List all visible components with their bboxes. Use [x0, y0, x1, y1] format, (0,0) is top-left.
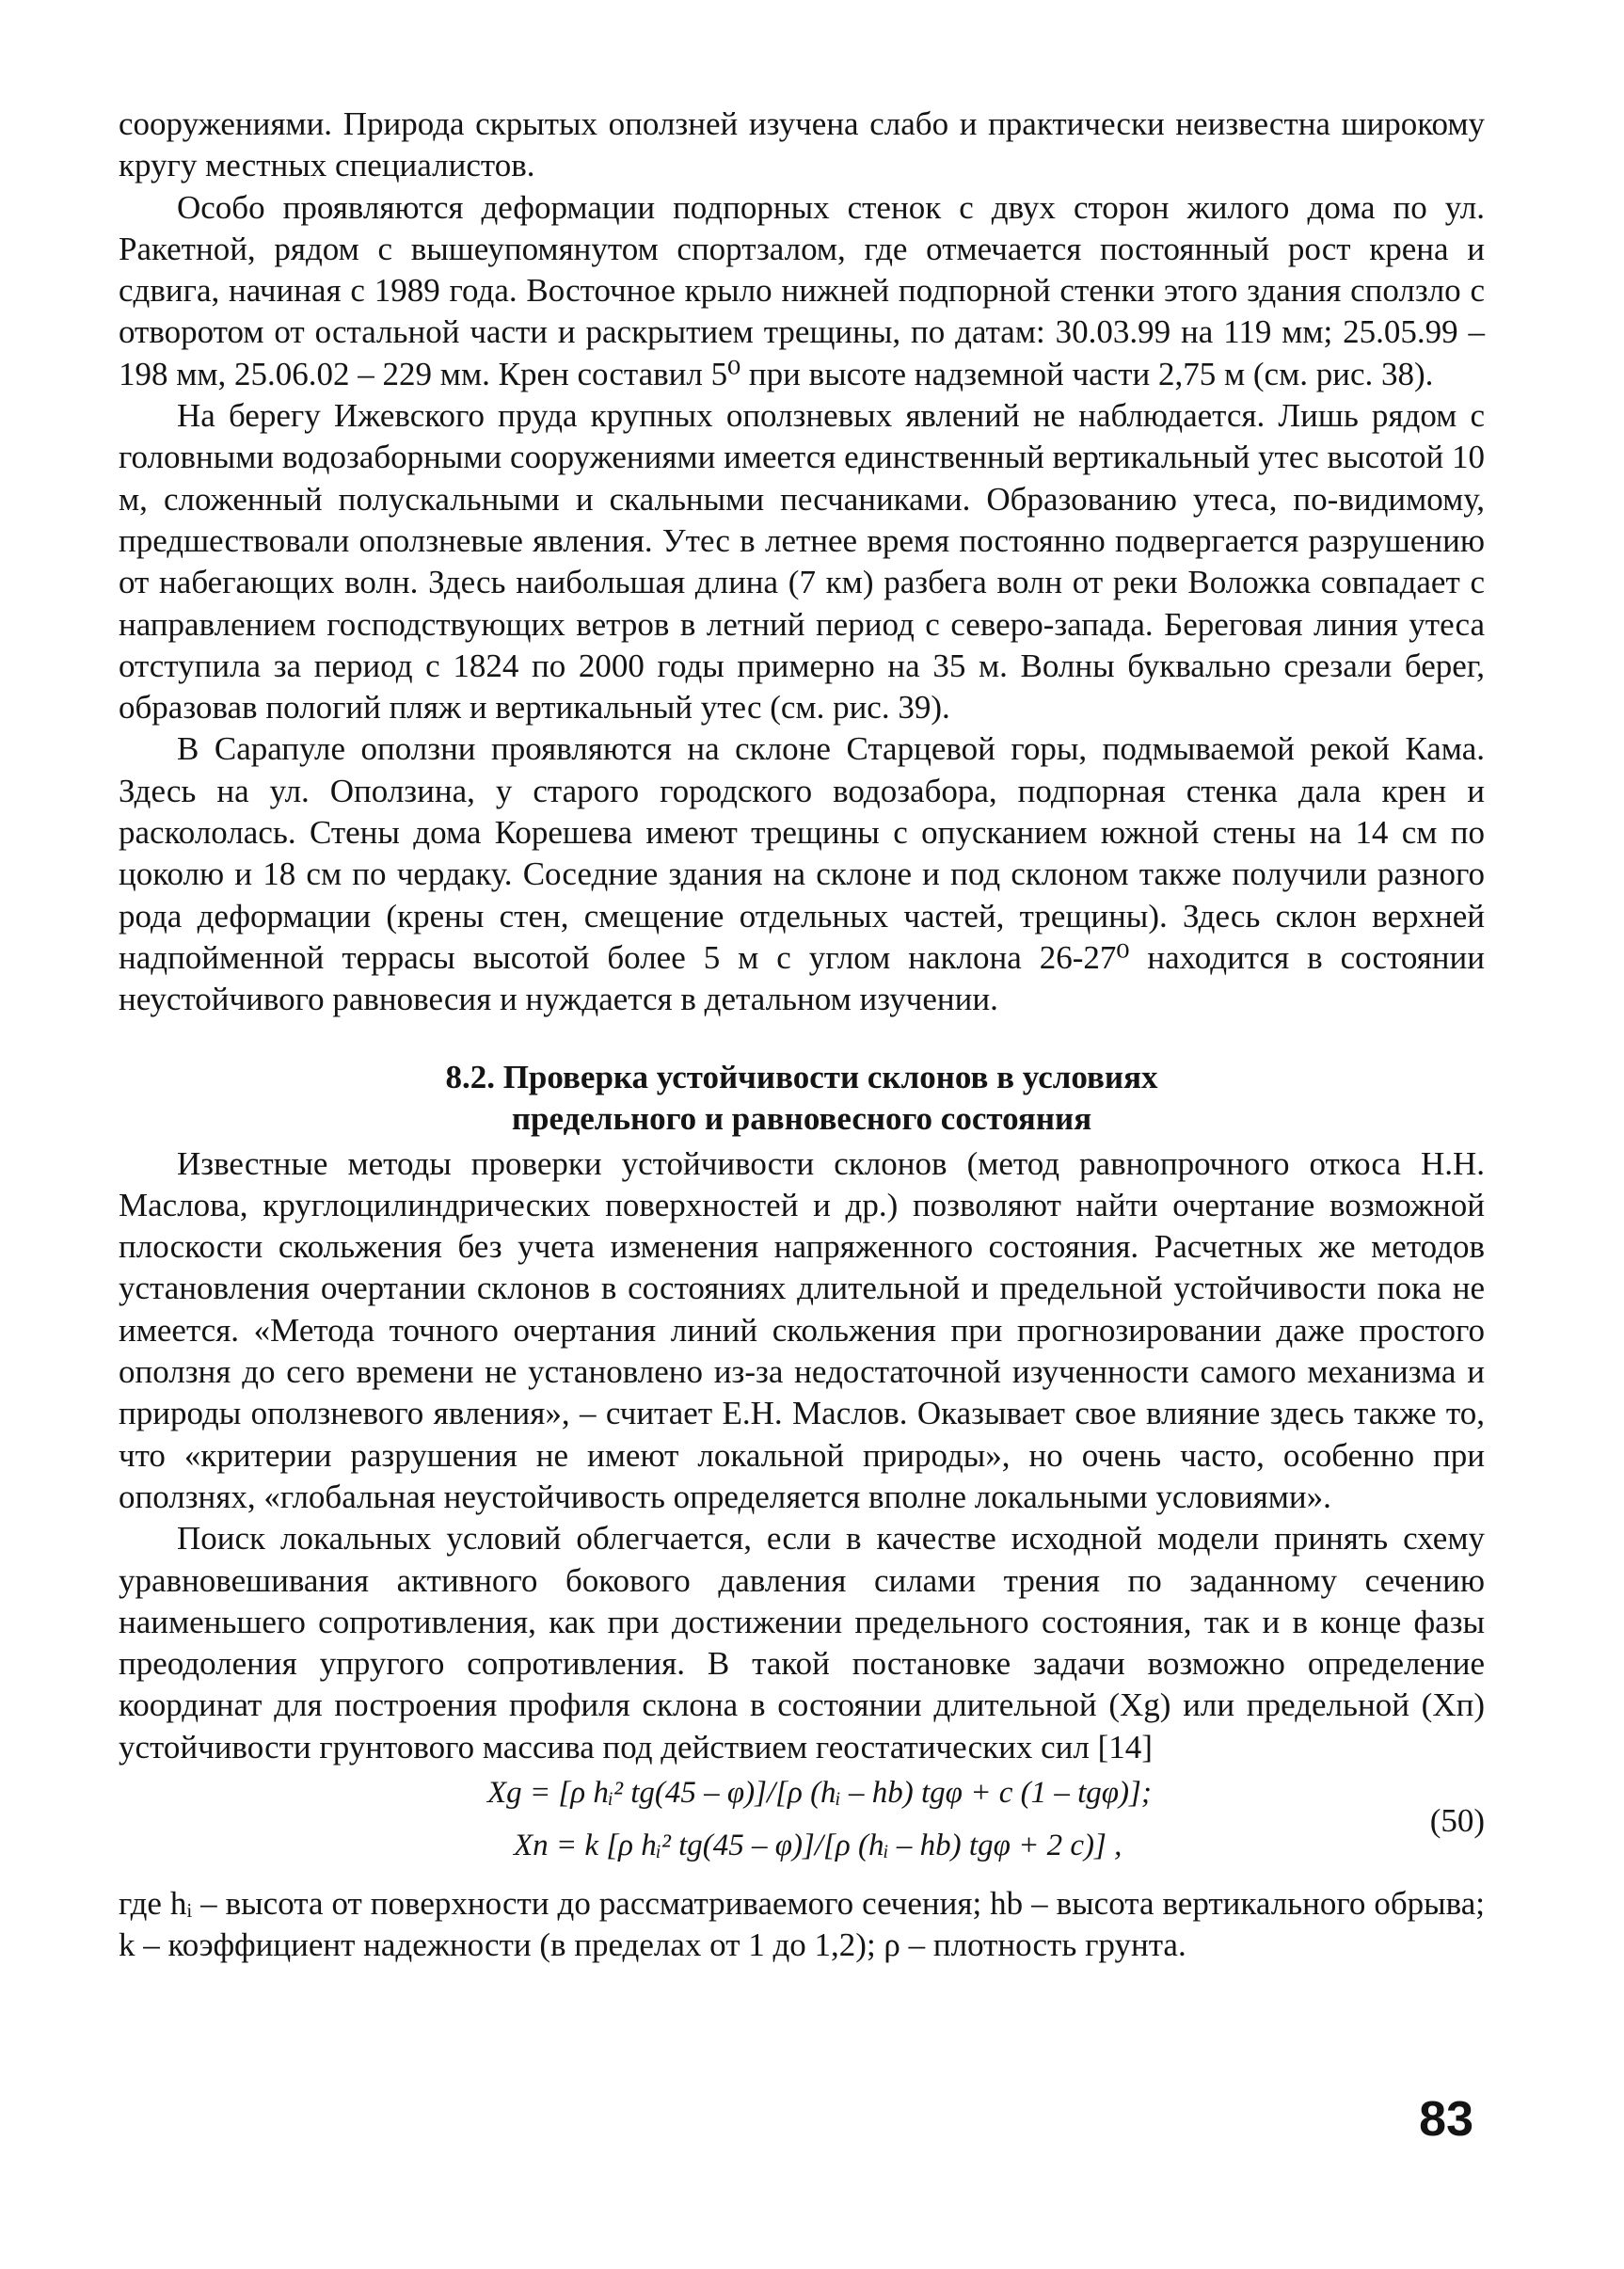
paragraph-1: сооружениями. Природа скрытых оползней изучена слабо и практически неизвестна широкому кругу местных специалистов.	[119, 105, 1485, 184]
paragraph-6: Поиск локальных условий облегчается, если в качестве исходной модели принять схему уравновешивания активного бокового давления силами трения по заданному сечению наименьшего сопротивления, как при достижении предельного состояния, так и в конце фазы преодоления упругого сопротивления. В такой постановке задачи возможно определение координат для построения профиля склона в состоянии длительной (Xg) или предельной (Xп) устойчивости грунтового массива под действием геостатических сил [14]	[119, 1520, 1485, 1766]
paragraph-4: В Сарапуле оползни проявляются на склоне Старцевой горы, подмываемой рекой Кама. Здесь на ул. Оползина, у старого городского водозабора, подпорная стенка дала крен и раскололась. Стены дома Корешева имеют трещины с опусканием южной стены на 14 см по цоколю и 18 см по чердаку. Соседние здания на склоне и под склоном также получили разного рода деформации (крены стен, смещение отдельных частей, трещины). Здесь склон верхней надпойменной террасы высотой более 5 м с углом наклона 26-27⁰ находится в состоянии неустойчивого равновесия и нуждается в детальном изучении.	[119, 730, 1485, 1018]
formula-xg: Xg = [ρ hᵢ² tg(45 – φ)]/[ρ (hᵢ – hb) tgφ + c (1 – tgφ)];	[487, 1775, 1152, 1810]
section-heading	[119, 1057, 1485, 1140]
section-heading-line-2: предельного и равновесного состояния	[511, 1099, 1092, 1137]
paragraph-5: Известные методы проверки устойчивости склонов (метод равнопрочного откоса Н.Н. Маслова, круглоцилиндрических поверхностей и др.) позволяют найти очертание возможной плоскости скольжения без учета изменения напряженного состояния. Расчетных же методов установления очертании склонов в состояниях длительной и предельной устойчивости пока не имеется. «Метода точного очертания линий скольжения при прогнозировании даже простого оползня до сего времени не установлено из-за недостаточной изученности самого механизма и природы оползневого явления», – считает Е.Н. Маслов. Оказывает свое влияние здесь также то, что «критерии разрушения не имеют локальной природы», но очень часто, особенно при оползнях, «глобальная неустойчивость определяется вполне локальными условиями».	[119, 1144, 1485, 1515]
formula-block	[119, 1770, 1485, 1881]
formula-explanation: где hᵢ – высота от поверхности до рассматриваемого сечения; hb – высота вертикального обрыва; k – коэффициент надежности (в пределах от 1 до 1,2); ρ – плотность грунта.	[119, 1884, 1485, 1964]
paragraph-3: На берегу Ижевского пруда крупных оползневых явлений не наблюдается. Лишь рядом с головными водозаборными сооружениями имеется единственный вертикальный утес высотой 10 м, сложенный полускальными и скальными песчаниками. Образованию утеса, по-видимому, предшествовали оползневые явления. Утес в летнее время постоянно подвергается разрушению от набегающих волн. Здесь наибольшая длина (7 км) разбега волн от реки Воложка совпадает с направлением господствующих ветров в летний период с северо-запада. Береговая линия утеса отступила за период с 1824 по 2000 годы примерно на 35 м. Волны буквально срезали берег, образовав пологий пляж и вертикальный утес (см. рис. 39).	[119, 397, 1485, 727]
section-heading-line-1: 8.2. Проверка устойчивости склонов в условиях	[445, 1058, 1158, 1095]
paragraph-2: Особо проявляются деформации подпорных стенок с двух сторон жилого дома по ул. Ракетной, рядом с вышеупомянутом спортзалом, где отмечается постоянный рост крена и сдвига, начиная с 1989 года. Восточное крыло нижней подпорной стенки этого здания сползло с отворотом от остальной части и раскрытием трещины, по датам: 30.03.99 на 119 мм; 25.05.99 – 198 мм, 25.06.02 – 229 мм. Крен составил 5⁰ при высоте надземной части 2,75 м (см. рис. 38).	[119, 188, 1485, 392]
page-content	[119, 104, 1485, 1967]
page-number: 83	[1419, 2092, 1473, 2147]
equation-number: (50)	[1429, 1801, 1485, 1839]
formula-xn: Xп = k [ρ hᵢ² tg(45 – φ)]/[ρ (hᵢ – hb) tgφ + 2 c)] ,	[514, 1828, 1122, 1862]
